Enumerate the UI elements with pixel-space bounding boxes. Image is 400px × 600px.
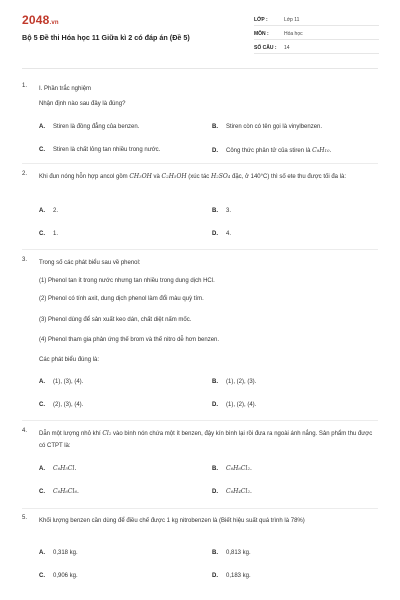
- option-text-suffix: .: [329, 148, 332, 154]
- text-segment: vào bình nón chứa một ít benzen, đậy kín bình lại rồi đưa ra ngoài ánh nắng. Sản phẩm thu được có CTPT là:: [39, 431, 373, 449]
- logo-text: 2048: [22, 13, 50, 27]
- question-number: 4.: [22, 428, 28, 434]
- statement-2: (2) Phenol có tính axit, dung dịch phenol làm đổi màu quỳ tím.: [39, 296, 204, 302]
- meta-count-row: [254, 41, 379, 54]
- option-letter: A.: [39, 466, 45, 472]
- option-text: 2.: [53, 208, 59, 214]
- option-letter: D.: [212, 402, 218, 408]
- option-text: (1), (2), (4).: [226, 402, 257, 408]
- option-letter: A.: [39, 124, 45, 130]
- formula-cl2: Cl2: [102, 430, 112, 437]
- option-text: 0,183 kg.: [226, 573, 251, 579]
- option-text: 0,318 kg.: [53, 550, 78, 556]
- question-number: 3.: [22, 257, 28, 263]
- document-title: Bộ 5 Đề thi Hóa học 11 Giữa kì 2 có đáp án (Đề 5): [22, 33, 190, 42]
- option-a[interactable]: [39, 550, 78, 556]
- question-text: [39, 428, 374, 452]
- meta-class-label: LỚP :: [254, 17, 268, 23]
- statement-1: (1) Phenol tan ít trong nước nhưng tan nhiều trong dung dịch HCl.: [39, 278, 215, 284]
- option-text: (1), (3), (4).: [53, 379, 84, 385]
- option-a[interactable]: [39, 124, 139, 130]
- formula-c6h6cl6: C6H6Cl6.: [53, 488, 79, 495]
- meta-subject-label: MÔN :: [254, 31, 269, 37]
- option-letter: B.: [212, 550, 218, 556]
- question-divider: [22, 163, 378, 164]
- option-letter: B.: [212, 124, 218, 130]
- meta-subject-value: Hóa học: [284, 31, 303, 37]
- option-d[interactable]: [212, 231, 231, 237]
- option-b[interactable]: [212, 465, 252, 472]
- option-text-prefix: Công thức phân tử của stiren là: [226, 148, 313, 154]
- text-segment: đặc, ở: [230, 174, 251, 180]
- question-divider: [22, 420, 378, 421]
- option-text: 0,813 kg.: [226, 550, 251, 556]
- option-a[interactable]: [39, 465, 76, 472]
- option-letter: C.: [39, 573, 45, 579]
- option-letter: A.: [39, 550, 45, 556]
- meta-subject-row: [254, 27, 379, 40]
- option-b[interactable]: [212, 550, 251, 556]
- option-letter: C.: [39, 231, 45, 237]
- formula-c6h4cl2: C6H4Cl2.: [226, 488, 252, 495]
- option-text: Stiren là đồng đẳng của benzen.: [53, 124, 140, 130]
- meta-count-value: 14: [284, 45, 290, 51]
- option-c[interactable]: [39, 231, 58, 237]
- meta-count-label: SỐ CÂU :: [254, 45, 277, 51]
- formula-c6h6cl2: C6H6Cl2.: [226, 465, 252, 472]
- option-text: (2), (3), (4).: [53, 402, 84, 408]
- text-segment: và: [151, 174, 162, 180]
- option-a[interactable]: [39, 379, 83, 385]
- option-c[interactable]: [39, 402, 83, 408]
- text-segment: Khi đun nóng hỗn hợp ancol gồm: [39, 174, 130, 180]
- logo-suffix: .vn: [49, 20, 59, 26]
- question-prompt: Các phát biểu đúng là:: [39, 357, 100, 363]
- option-letter: B.: [212, 208, 218, 214]
- option-c[interactable]: [39, 488, 79, 495]
- option-text: Stiren còn có tên gọi là vinylbenzen.: [226, 124, 323, 130]
- option-letter: C.: [39, 402, 45, 408]
- text-segment: Dẫn một lượng nhỏ khí: [39, 431, 103, 437]
- question-prompt: Nhận định nào sau đây là đúng?: [39, 101, 126, 107]
- option-text: 4.: [226, 231, 232, 237]
- formula-c2h5oh: C2H5OH: [161, 173, 187, 180]
- text-segment: ) thì số ete thu được tối đa là:: [267, 174, 347, 180]
- question-divider: [22, 249, 378, 250]
- option-b[interactable]: [212, 208, 231, 214]
- temperature: 140°C: [250, 174, 268, 180]
- question-text: Trong số các phát biểu sau về phenol:: [39, 260, 141, 266]
- header-divider: [22, 68, 378, 69]
- question-text: I. Phần trắc nghiệm: [39, 86, 92, 92]
- option-letter: B.: [212, 379, 218, 385]
- site-logo[interactable]: [22, 13, 59, 27]
- formula-ch3oh: CH3OH: [129, 173, 152, 180]
- formula-h2so4: H2SO4: [210, 173, 231, 180]
- formula-c6h5cl: C6H5Cl.: [53, 465, 77, 472]
- question-number: 1.: [22, 83, 28, 89]
- option-d[interactable]: [212, 147, 331, 154]
- option-letter: A.: [39, 208, 45, 214]
- option-c[interactable]: [39, 573, 78, 579]
- question-number: 5.: [22, 515, 28, 521]
- meta-class-value: Lớp 11: [284, 17, 300, 23]
- option-letter: A.: [39, 379, 45, 385]
- option-d[interactable]: [212, 402, 256, 408]
- option-b[interactable]: [212, 379, 256, 385]
- question-text: Khối lượng benzen cần dùng để điều chế được 1 kg nitrobenzen là (Biết hiệu suất quá trình là 78%): [39, 518, 305, 524]
- option-text: 1.: [53, 231, 59, 237]
- option-text: 3.: [226, 208, 232, 214]
- formula-c8h10: C8H10: [312, 147, 330, 154]
- text-segment: (xúc tác: [186, 174, 211, 180]
- option-a[interactable]: [39, 208, 58, 214]
- option-d[interactable]: [212, 573, 251, 579]
- option-letter: D.: [212, 231, 218, 237]
- option-letter: D.: [212, 573, 218, 579]
- option-text: 0,906 kg.: [53, 573, 78, 579]
- option-letter: D.: [212, 489, 218, 495]
- page-header: [0, 0, 400, 64]
- question-text: [39, 171, 374, 183]
- meta-class-row: [254, 13, 379, 26]
- question-divider: [22, 508, 378, 509]
- question-number: 2.: [22, 171, 28, 177]
- option-c[interactable]: [39, 147, 160, 153]
- option-d[interactable]: [212, 488, 252, 495]
- option-letter: C.: [39, 147, 45, 153]
- option-letter: C.: [39, 489, 45, 495]
- option-text: (1), (2), (3).: [226, 379, 257, 385]
- option-letter: B.: [212, 466, 218, 472]
- statement-4: (4) Phenol tham gia phản ứng thế brom và thế nitro dễ hơn benzen.: [39, 337, 220, 343]
- statement-3: (3) Phenol dùng để sản xuất keo dán, chất diệt nấm mốc.: [39, 317, 192, 323]
- option-text: Stiren là chất lỏng tan nhiều trong nước.: [53, 147, 161, 153]
- option-letter: D.: [212, 148, 218, 154]
- option-b[interactable]: [212, 124, 322, 130]
